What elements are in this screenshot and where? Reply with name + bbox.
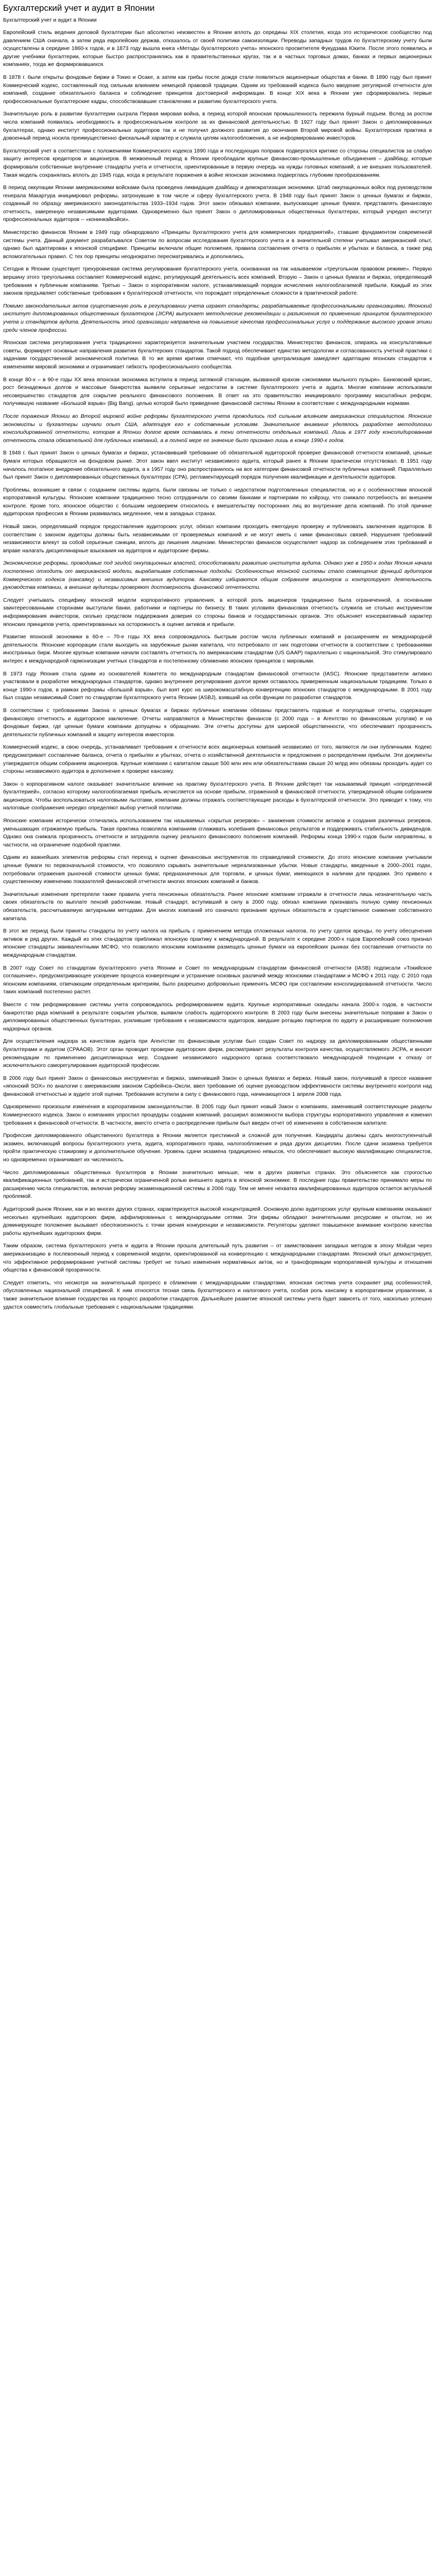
paragraph: Значительные изменения претерпели также правила учета пенсионных обязательств. Ранее японские компании отражали в отчетности лишь незначительную часть своих обязательств по выплате пенсий работникам. Новый стандарт, вступивший в силу в 2000 году, обязал компании признавать полную сумму пенсионных обязательств, рассчитываемую актуарными методами. Для многих компаний это означало признание крупных обязательств и существенное снижение собственного капитала.: [3, 891, 432, 922]
paragraph: В этот же период были приняты стандарты по учету налога на прибыль с применением метода отложенных налогов, по учету сделок аренды, по учету обесценения активов и ряд других. Каждый из этих стандартов приближал японскую практику к международной. В результате к середине 2000-х годов Европейский союз признал японские стандарты эквивалентными МСФО, что позволило японским компаниям размещать ценные бумаги на европейских рынках без составления отчетности по международным стандартам.: [3, 928, 432, 958]
paragraph: В период оккупации Японии американскими войсками была проведена ликвидация дзайбацу и демократизация экономики. Штаб оккупационных войск под руководством генерала Макартура инициировал реформы, затронувшие в том числе и сферу бухгалтерского учета. В 1948 году был принят Закон о ценных бумагах и биржах, созданный по образцу американского законодательства 1933–1934 годов. Этот закон обязывал компании, выпускающие ценные бумаги, представлять финансовую отчетность, заверенную независимыми аудиторами. Одновременно был принят Закон о дипломированных общественных бухгалтерах, который учредил институт профессиональных аудиторов – «конинкайкэйси».: [3, 185, 432, 223]
paragraph: Бухгалтерский учет в соответствии с положениями Коммерческого кодекса 1890 года и последующих поправок подвергался критике со стороны специалистов за слабую защиту интересов кредиторов и акционеров. В межвоенный период в Японии преобладали крупные финансово-промышленные объединения – дзайбацу, которые формировали собственные внутренние стандарты учета и отчетности, ориентированные в первую очередь на нужды головных компаний, а не внешних пользователей. Такая модель сохранялась вплоть до 1945 года, когда в результате поражения в войне японская экономика подверглась глубоким преобразованиям.: [3, 148, 432, 178]
paragraph: Японская система регулирования учета традиционно характеризуется значительным участием государства. Министерство финансов, опираясь на консультативные советы, формирует основные направления развития бухгалтерских стандартов. Такой подход обеспечивает единство методологии и согласованность учетной практики с задачами государственной экономической политики. В то же время критики отмечают, что подобная централизация замедляет адаптацию японских стандартов к изменениям мировой экономики и ограничивает гибкость профессионального сообщества.: [3, 340, 432, 370]
paragraph: В 1948 г. был принят Закон о ценных бумагах и биржах, установивший требование об обязательной аудиторской проверке финансовой отчетности компаний, ценные бумаги которых обращаются на фондовом рынке. Этот закон ввел институт независимого аудита, который ранее в Японии практически отсутствовал. В 1951 году началось поэтапное внедрение обязательного аудита, а к 1957 году оно распространилось на все категории финансовой отчетности публичных компаний. Параллельно был принят Закон о дипломированных общественных бухгалтерах (CPA), регламентирующий порядок получения квалификации и деятельности аудиторов.: [3, 450, 432, 481]
paragraph: После поражения Японии во Второй мировой войне реформы бухгалтерского учета проводились под сильным влиянием американских специалистов. Японские экономисты и бухгалтеры изучали опыт США, адаптируя его к собственным условиям. Значительное внимание уделялось разработке методологии консолидированной отчетности, которая в Японии долгое время оставалась в тени отчетности отдельных компаний. Лишь в 1977 году консолидированная отчетность стала обязательной для публичных компаний, а в полной мере ее значение было признано лишь в конце 1990-х годов.: [3, 413, 432, 444]
paragraph: Министерство финансов Японии в 1949 году обнародовало «Принципы бухгалтерского учета для коммерческих предприятий», ставшие фундаментом современной системы учета. Данный документ разрабатывался Советом по вопросам исследования бухгалтерского учета и в значительной степени учитывал американский опыт, однако был адаптирован к японской специфике. Принципы включали общие положения, правила составления отчета о прибылях и убытках и баланса, а также ряд вспомогательных правил. С тех пор принципы неоднократно пересматривались и дополнялись.: [3, 230, 432, 260]
paragraph: Следует учитывать специфику японской модели корпоративного управления, в которой роль акционеров традиционно была ограниченной, а основными заинтересованными сторонами выступали банки, работники и партнеры по бизнесу. В таких условиях финансовая отчетность служила не столько инструментом информирования инвесторов, сколько средством поддержания доверия со стороны банков и государственных органов. Это объясняет консервативный характер японских принципов учета, ориентированных на осторожность в оценке активов и прибыли.: [3, 597, 432, 628]
paragraph: Профессия дипломированного общественного бухгалтера в Японии является престижной и сложной для получения. Кандидаты должны сдать многоступенчатый экзамен, включающий вопросы бухгалтерского учета, аудита, корпоративного права, налогообложения и ряда других дисциплин. После сдачи экзамена требуется пройти практическую стажировку и дополнительное обучение. Уровень сдачи экзамена традиционно невысок, что обеспечивает высокую квалификацию специалистов, но одновременно ограничивает их численность.: [3, 1133, 432, 1163]
article-body: [3, 29, 432, 1311]
paragraph: Коммерческий кодекс, в свою очередь, устанавливает требования к отчетности всех акционерных компаний независимо от того, являются ли они публичными. Кодекс предусматривает составление баланса, отчета о прибылях и убытках, отчета о хозяйственной деятельности и предложения о распределении прибыли. Эти документы утверждаются общим собранием акционеров. Крупные компании с капиталом свыше 500 млн иен или обязательствами свыше 20 млрд иен обязаны проходить аудит со стороны независимого аудитора в дополнение к проверке кансаяку.: [3, 744, 432, 775]
paragraph: Европейский стиль ведения деловой бухгалтерии был абсолютно неизвестен в Японии вплоть до середины XIX столетия, когда это историческое сообщество под давлением США сначала, а затем ряда европейских держав, отказалось от своей политики самоизоляции. Переводы западных трудов по бухгалтерскому учету были осуществлены в середине 1860-х годов, и в 1873 году вышла книга «Методы бухгалтерского учета» японского просветителя Фукудзава Юкити. После этого появились и другие учебники бухгалтерии, которые быстро распространялись как в правительственных кругах, так и в частных торговых домах, банках и первых акционерных компаниях, тогда же формировавшихся.: [3, 30, 432, 68]
paragraph: В конце 80-х – в 90-е годы XX века японская экономика вступила в период затяжной стагнации, вызванной крахом «экономики мыльного пузыря». Банковский кризис, рост безнадежных долгов и массовые банкротства выявили серьезные недостатки в системе бухгалтерского учета и аудита. Многие компании использовали несовершенство стандартов для сокрытия реального финансового положения. В ответ на это правительство инициировало программу масштабных реформ, получившую название «Большой взрыв» (Big Bang), целью которой было приведение финансовой системы Японии в соответствие с международными нормами.: [3, 377, 432, 407]
paragraph: В 2007 году Совет по стандартам бухгалтерского учета Японии и Совет по международным стандартам финансовой отчетности (IASB) подписали «Токийское соглашение», предусматривающее ускорение процесса конвергенции и устранение основных различий между японскими стандартами и МСФО к 2011 году. С 2010 года японским компаниям, отвечающим определенным критериям, было разрешено добровольно применять МСФО при составлении консолидированной отчетности. Число таких компаний постепенно растет.: [3, 965, 432, 995]
paragraph: Таким образом, система бухгалтерского учета и аудита в Японии прошла длительный путь развития – от заимствования западных методов в эпоху Мэйдзи через американизацию в послевоенный период к современной модели, ориентированной на конвергенцию с международными стандартами. Японский опыт демонстрирует, что эффективное реформирование учетной системы требует не только изменения нормативных актов, но и трансформации корпоративной культуры и отношения общества к финансовой прозрачности.: [3, 1243, 432, 1274]
paragraph: Сегодня в Японии существует трехуровневая система регулирования бухгалтерского учета, основанная на так называемом «треугольном правовом режиме». Первую вершину этого треугольника составляет Коммерческий кодекс, регулирующий деятельность всех компаний. Вторую – Закон о ценных бумагах и биржах, определяющий требования к публичным компаниям. Третью – Закон о корпоративном налоге, устанавливающий порядок исчисления налогооблагаемой прибыли. Каждый из этих законов предъявляет собственные требования к бухгалтерской отчетности, что порождает определенные сложности в практической работе.: [3, 266, 432, 297]
paragraph: Новый закон, определивший порядок предоставления аудиторских услуг, обязал компании проходить ежегодную проверку и публиковать заключения аудиторов. В соответствии с законом аудиторы должны быть независимыми от проверяемых компаний и не могут иметь с ними финансовых связей. Нарушения требований независимости влекут за собой серьезные санкции, вплоть до лишения лицензии. Министерство финансов осуществляет надзор за соблюдением этих требований и вправе налагать дисциплинарные взыскания на аудиторов и аудиторские фирмы.: [3, 524, 432, 554]
page-title: Бухгалтерский учет и аудит в Японии: [3, 3, 155, 13]
paragraph: В 2006 году был принят Закон о финансовых инструментах и биржах, заменивший Закон о ценных бумагах и биржах. Новый закон, получивший в прессе название «японский SOX» по аналогии с американским законом Сарбейнса–Оксли, ввел требование об оценке руководством эффективности системы внутреннего контроля над финансовой отчетностью и аудите этой оценки. Требования вступили в силу с финансового года, начинающегося 1 апреля 2008 года.: [3, 1075, 432, 1097]
paragraph: Следует отметить, что несмотря на значительный прогресс в сближении с международными стандартами, японская система учета сохраняет ряд особенностей, обусловленных национальной спецификой. К ним относятся тесная связь бухгалтерского и налогового учета, особая роль кансаяку в корпоративном управлении, а также значительное влияние государства на процесс разработки стандартов. Дальнейшее развитие японской системы учета будет зависеть от того, насколько успешно удастся совместить глобальные требования с национальными традициями.: [3, 1280, 432, 1310]
paragraph: Помимо законодательных актов существенную роль в регулировании учета играют стандарты, разрабатываемые профессиональными организациями. Японский институт дипломированных общественных бухгалтеров (JICPA) выпускает методические рекомендации и разъяснения по применению принципов бухгалтерского учета и стандартов аудита. Деятельность этой организации направлена на повышение качества профессиональных услуг и поддержание высокого уровня этики среди членов профессии.: [3, 303, 432, 333]
paragraph: В 1973 году Япония стала одним из основателей Комитета по международным стандартам финансовой отчетности (IASC). Японские представители активно участвовали в разработке международных стандартов, однако внутреннее регулирование долгое время оставалось приверженным национальным традициям. Только в конце 1990-х годов, в рамках реформы «Большой взрыв», был взят курс на широкомасштабную конвергенцию японских стандартов с международными. В 2001 году был создан независимый Совет по стандартам бухгалтерского учета Японии (ASBJ), взявший на себя функции по разработке стандартов.: [3, 671, 432, 701]
paragraph: Вместе с тем реформирование системы учета сопровождалось реформированием аудита. Крупные корпоративные скандалы начала 2000-х годов, в частности банкротство ряда компаний в результате сокрытия убытков, выявили слабость аудиторского контроля. В 2003 году были внесены значительные поправки в Закон о дипломированных общественных бухгалтерах, усилившие требования к независимости аудиторов, введшие ротацию партнеров по аудиту и расширившие полномочия надзорных органов.: [3, 1002, 432, 1032]
paragraph: Развитие японской экономики в 60-е – 70-е годы XX века сопровождалось быстрым ростом числа публичных компаний и расширением их международной деятельности. Японские корпорации стали выходить на зарубежные рынки капитала, что потребовало от них подготовки отчетности в соответствии с требованиями иностранных бирж. Многие крупные компании начали составлять отчетность по американским стандартам (US GAAP) параллельно с национальной. Это стимулировало интерес к международной гармонизации учетных стандартов и постепенному сближению японских принципов с мировыми.: [3, 634, 432, 664]
paragraph: Японские компании исторически отличались использованием так называемых «скрытых резервов» – занижения стоимости активов и создания различных резервов, уменьшающих отражаемую прибыль. Такая практика позволяла компаниям сглаживать колебания финансовых результатов и поддерживать стабильность дивидендов. Однако она снижала прозрачность отчетности и затрудняла оценку реального финансового положения компаний. Реформы конца 1990-х годов были направлены, в частности, на ограничение подобной практики.: [3, 818, 432, 848]
paragraph: Для осуществления надзора за качеством аудита при Агентстве по финансовым услугам был создан Совет по надзору за дипломированными общественными бухгалтерами и аудитом (CPAAOB). Этот орган проводит проверки аудиторских фирм, рассматривает результаты контроля качества, осуществляемого JICPA, и вносит рекомендации по применению дисциплинарных мер. Создание независимого надзорного органа соответствовало международной тенденции к отказу от исключительного саморегулирования аудиторской профессии.: [3, 1039, 432, 1069]
paragraph: Число дипломированных общественных бухгалтеров в Японии значительно меньше, чем в других развитых странах. Это объясняется как строгостью квалификационных требований, так и исторически ограниченной ролью внешнего аудита в японской экономике. В последние годы правительство принимало меры по расширению числа специалистов, включая реформу экзаменационной системы в 2006 году. Тем не менее нехватка квалифицированных аудиторов остается актуальной проблемой.: [3, 1170, 432, 1200]
paragraph: Одновременно произошли изменения в корпоративном законодательстве. В 2005 году был принят новый Закон о компаниях, заменивший соответствующие разделы Коммерческого кодекса. Закон о компаниях упростил процедуры создания компаний, расширил возможности выбора структуры корпоративного управления и изменил требования к финансовой отчетности. В частности, вместо отчета о распределении прибыли был введен отчет об изменениях в собственном капитале.: [3, 1104, 432, 1126]
page-subtitle: Бухгалтерский учет и аудит в Японии: [3, 17, 97, 23]
paragraph: Экономические реформы, проводимые под эгидой оккупационных властей, способствовали развитию института аудита. Однако уже в 1950-х годах Япония начала постепенно отходить от американской модели, вырабатывая собственные подходы. Особенностью японской системы стало совмещение функций аудиторов Коммерческого кодекса (кансаяку) и независимых внешних аудиторов. Кансаяку избираются общим собранием акционеров и контролируют деятельность руководства компании, а внешние аудиторы проверяют достоверность финансовой отчетности.: [3, 561, 432, 591]
paragraph: Закон о корпоративном налоге оказывает значительное влияние на практику бухгалтерского учета. В Японии действует так называемый принцип «определенной бухгалтерией», согласно которому налогооблагаемая прибыль исчисляется на основе прибыли, отраженной в финансовой отчетности, утвержденной общим собранием акционеров. Чтобы воспользоваться налоговыми льготами, компании должны отражать соответствующие расходы в бухгалтерской отчетности. Это приводит к тому, что налоговые соображения нередко определяют выбор учетной политики.: [3, 781, 432, 811]
paragraph: В соответствии с требованиями Закона о ценных бумагах и биржах публичные компании обязаны представлять годовые и полугодовые отчеты, содержащие финансовую отчетность и аудиторское заключение. Отчеты направляются в Министерство финансов (с 2000 года – в Агентство по финансовым услугам) и на фондовые биржи, где ценные бумаги компании допущены к обращению. Эти отчеты доступны для широкой общественности, что обеспечивает прозрачность деятельности публичных компаний и защиту интересов инвесторов.: [3, 707, 432, 738]
paragraph: Одним из важнейших элементов реформы стал переход к оценке финансовых инструментов по справедливой стоимости. До этого японские компании учитывали ценные бумаги по первоначальной стоимости, что позволяло скрывать значительные нереализованные убытки. Новые стандарты, введенные в 2000–2001 годах, потребовали отражения рыночной стоимости ценных бумаг, предназначенных для торговли, и ценных бумаг, имеющихся в наличии для продажи. Это привело к существенному изменению показателей финансовой отчетности многих японских компаний и банков.: [3, 855, 432, 885]
paragraph: Проблемы, возникшие в связи с созданием системы аудита, были связаны не только с недостатком подготовленных специалистов, но и с особенностями японской корпоративной культуры. Японские компании традиционно тесно сотрудничали со своими банками и партнерами по кэйрэцу, что снижало потребность во внешнем контроле. Кроме того, японское общество с большим недоверием относилось к вмешательству посторонних лиц во внутренние дела компаний. По этой причине аудиторская профессия в Японии развивалась медленнее, чем в западных странах.: [3, 487, 432, 517]
paragraph: В 1878 г. были открыты фондовые биржи в Токио и Осаке, а затем как грибы после дождя стали появляться акционерные общества и банки. В 1890 году был принят Коммерческий кодекс, составленный под сильным влиянием немецкой правовой традиции. Одним из требований кодекса было введение регулярной отчетности для компаний, создание обязательного баланса и соблюдение принципов достоверной информации. В конце XIX века в Японии уже сформировались первые профессиональные бухгалтерские кадры, способствовавшие становлению и развитию бухгалтерского учета.: [3, 74, 432, 105]
paragraph: Аудиторский рынок Японии, как и во многих других странах, характеризуется высокой концентрацией. Основную долю аудиторских услуг крупным компаниям оказывают несколько крупнейших аудиторских фирм, аффилированных с международными сетями. Эти фирмы обладают значительными ресурсами и опытом, но их доминирующее положение вызывает обеспокоенность с точки зрения конкуренции и независимости. Регуляторы уделяют повышенное внимание контролю качества работы крупнейших аудиторских фирм.: [3, 1207, 432, 1236]
paragraph: Значительную роль в развитии бухгалтерии сыграла Первая мировая война, в период которой японская промышленность пережила бурный подъем. Вслед за ростом числа компаний появилась необходимость в профессиональном контроле за их финансовой деятельностью. В 1927 году был принят Закон о дипломированных бухгалтерах, однако институт профессиональных аудиторов так и не получил должного развития до окончания Второй мировой войны. Бухгалтерская практика в довоенный период носила преимущественно фискальный характер и служила целям налогообложения, а не информированию инвесторов.: [3, 111, 432, 142]
